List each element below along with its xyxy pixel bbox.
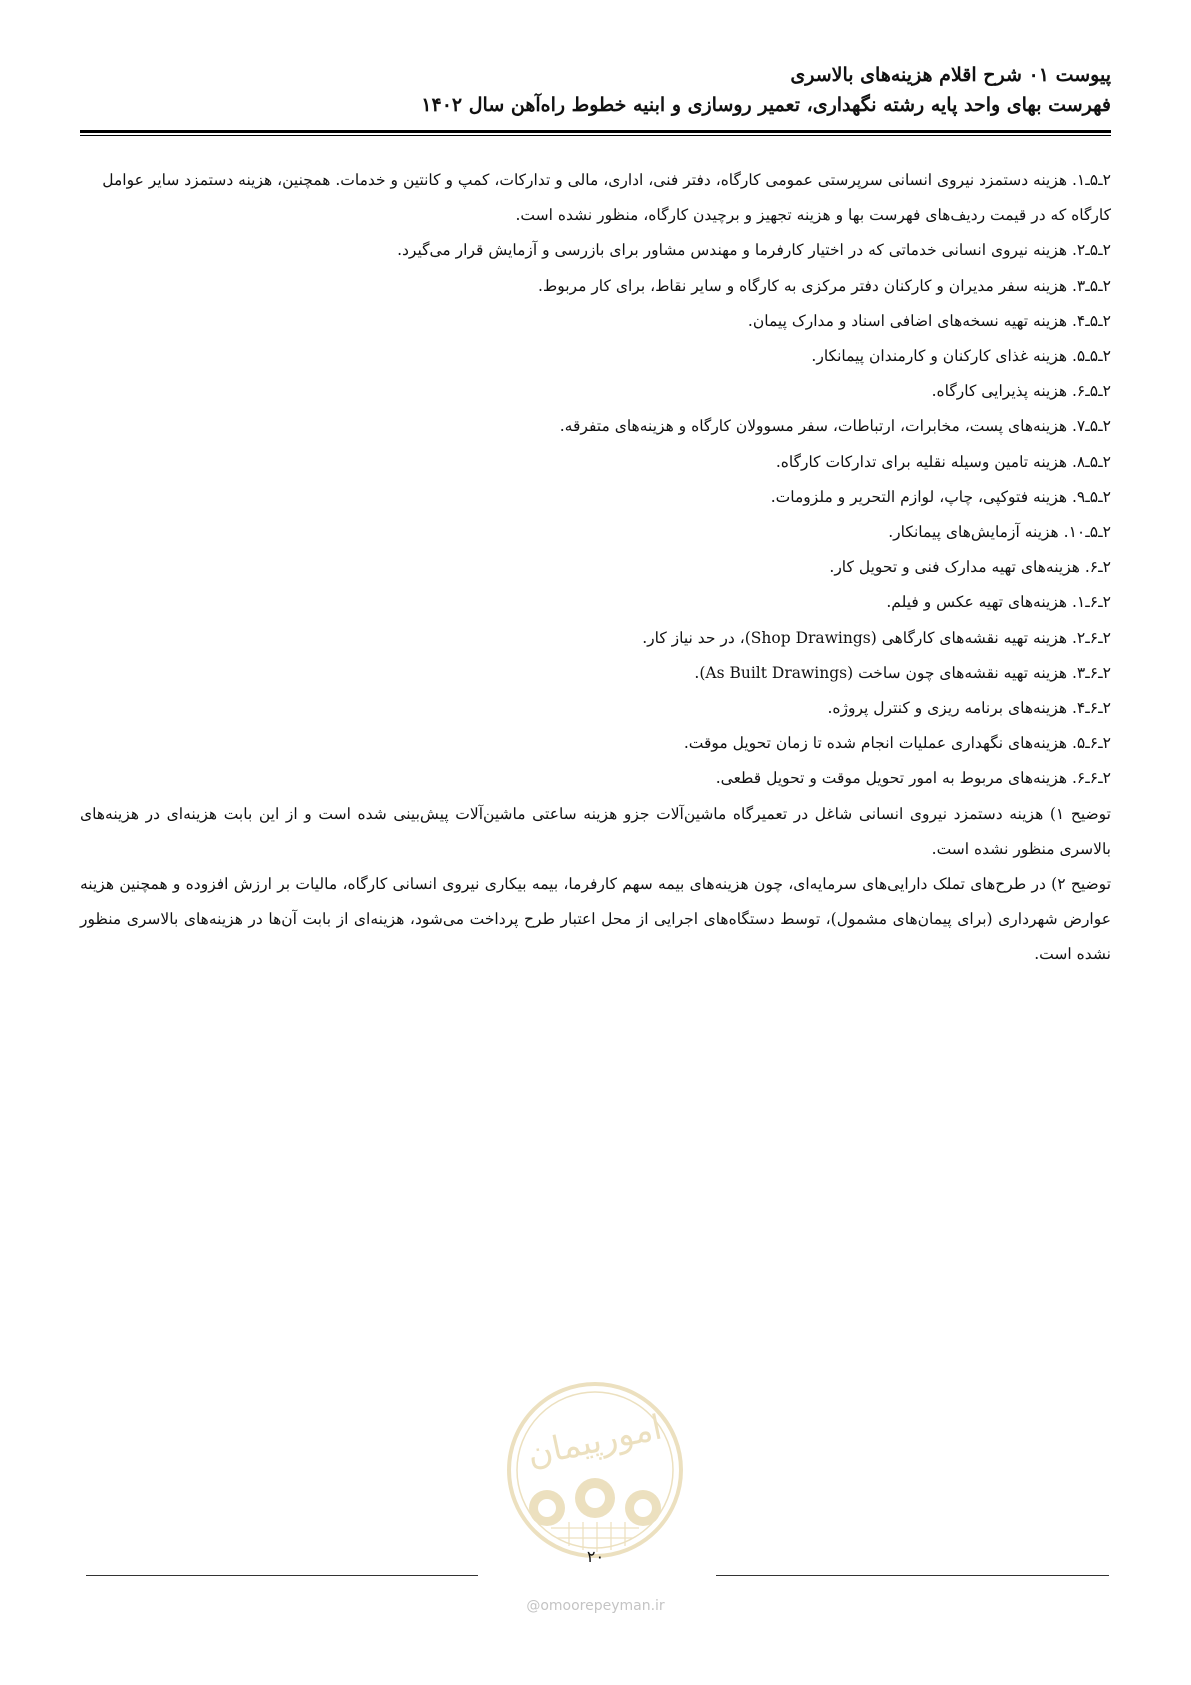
- footer-divider: [716, 1575, 1109, 1576]
- list-item: ۲ـ۵ـ۳. هزینه سفر مدیران و کارکنان دفتر مرکزی به کارگاه و سایر نقاط، برای کار مربوط.: [537, 276, 1111, 295]
- list-item: ۲ـ۶ـ۵. هزینه‌های نگهداری عملیات انجام شده تا زمان تحویل موقت.: [683, 734, 1111, 753]
- list-item: ۲ـ۵ـ۷. هزینه‌های پست، مخابرات، ارتباطات، سفر مسوولان کارگاه و هزینه‌های متفرقه.: [559, 417, 1111, 436]
- list-item: ۲ـ۵ـ۶. هزینه پذیرایی کارگاه.: [931, 382, 1111, 401]
- list-item: ۲ـ۵ـ۵. هزینه غذای کارکنان و کارمندان پیمانکار.: [811, 347, 1111, 366]
- list-item: ۲ـ۶ـ۱. هزینه‌های تهیه عکس و فیلم.: [886, 593, 1111, 612]
- seal-text: امورپیمان: [523, 1407, 666, 1475]
- list-item: ۲ـ۵ـ۱. هزینه دستمزد نیروی انسانی سرپرستی عمومی کارگاه، دفتر فنی، اداری، مالی و تدارکات، کمپ و کانتین و خدمات. همچنین، هزینه دستمزد سایر عوامل کارگاه که در قیمت ردیف‌های فهرست بها و هزینه تجهیز و برچیدن کارگاه، منظور نشده است.: [102, 171, 1111, 225]
- list-item: ۲ـ۶ـ۲. هزینه تهیه نقشه‌های کارگاهی (Shop Drawings)، در حد نیاز کار.: [642, 628, 1111, 647]
- list-item: ۲ـ۶ـ۴. هزینه‌های برنامه ریزی و کنترل پروژه.: [827, 699, 1111, 718]
- header-divider: [80, 130, 1111, 136]
- list-item: ۲ـ۶ـ۳. هزینه تهیه نقشه‌های چون ساخت (As Built Drawings).: [694, 663, 1111, 682]
- document-title: فهرست بهای واحد پایه رشته نگهداری، تعمیر روسازی و ابنیه خطوط راه‌آهن سال ۱۴۰۲: [421, 94, 1111, 116]
- list-item: ۲ـ۵ـ۹. هزینه فتوکپی، چاپ، لوازم التحریر و ملزومات.: [770, 487, 1111, 506]
- list-item: ۲ـ۵ـ۸. هزینه تامین وسیله نقلیه برای تدارکات کارگاه.: [775, 452, 1111, 471]
- list-item: ۲ـ۵ـ۱۰. هزینه آزمایش‌های پیمانکار.: [888, 523, 1111, 542]
- appendix-title: پیوست ۰۱ شرح اقلام هزینه‌های بالاسری: [790, 64, 1111, 86]
- section-heading: ۲ـ۶. هزینه‌های تهیه مدارک فنی و تحویل کار.: [829, 558, 1111, 577]
- list-item: ۲ـ۵ـ۲. هزینه نیروی انسانی خدماتی که در اختیار کارفرما و مهندس مشاور برای بازرسی و آزمایش قرار می‌گیرد.: [397, 241, 1111, 260]
- page-number: ۲۰: [586, 1547, 605, 1566]
- document-body: [80, 163, 1111, 973]
- watermark-url: @omoorepeyman.ir: [526, 1598, 665, 1614]
- page-header: [80, 60, 1111, 120]
- footer-divider: [86, 1575, 478, 1576]
- note-paragraph: توضیح ۱) هزینه دستمزد نیروی انسانی شاغل در تعمیرگاه ماشین‌آلات جزو هزینه ساعتی ماشین‌آلات پیش‌بینی شده است و از این بابت هزینه‌ای در هزینه‌های بالاسری منظور نشده است.: [80, 804, 1111, 858]
- list-item: ۲ـ۶ـ۶. هزینه‌های مربوط به امور تحویل موقت و تحویل قطعی.: [715, 769, 1111, 788]
- list-item: ۲ـ۵ـ۴. هزینه تهیه نسخه‌های اضافی اسناد و مدارک پیمان.: [747, 311, 1111, 330]
- note-paragraph: توضیح ۲) در طرح‌های تملک دارایی‌های سرمایه‌ای، چون هزینه‌های بیمه سهم کارفرما، بیمه بیکاری نیروی انسانی کارگاه، مالیات بر ارزش افزوده و همچنین هزینه عوارض شهرداری (برای پیمان‌های مشمول)، توسط دستگاه‌های اجرایی از محل اعتبار طرح پرداخت می‌شود، هزینه‌ای از بابت آن‌ها در هزینه‌های بالاسری منظور نشده است.: [80, 875, 1112, 964]
- publisher-seal-icon: [505, 1380, 685, 1560]
